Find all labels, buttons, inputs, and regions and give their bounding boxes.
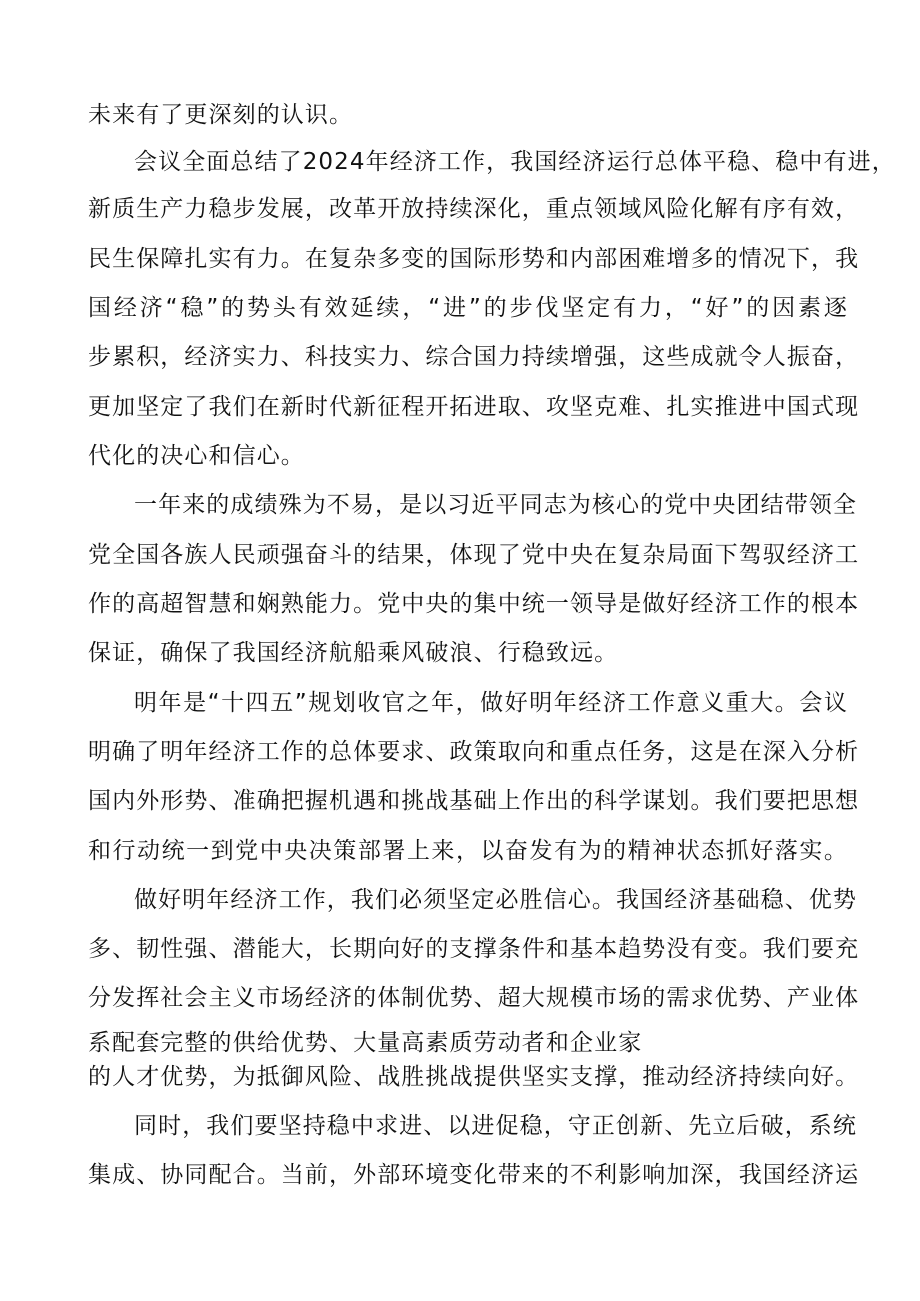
text-line: 集成、协同配合。当前，外部环境变化带来的不利影响加深，我国经济运 [88, 1162, 860, 1188]
text-line: 代化的决心和信心。 [88, 443, 305, 469]
text-line: 明年是“十四五”规划收官之年，做好明年经济工作意义重大。会议 [134, 690, 848, 716]
text-line: 作的高超智慧和娴熟能力。党中央的集中统一领导是做好经济工作的根本 [88, 591, 860, 617]
text-line: 国内外形势、准确把握机遇和挑战基础上作出的科学谋划。我们要把思想 [88, 788, 860, 814]
text-line: 新质生产力稳步发展，改革开放持续深化，重点领域风险化解有序有效， [88, 196, 860, 222]
text-line: 民生保障扎实有力。在复杂多变的国际形势和内部困难增多的情况下，我 [88, 246, 860, 272]
text-line: 更加坚定了我们在新时代新征程开拓进取、攻坚克难、扎实推进中国式现 [88, 394, 860, 420]
text-line: 会议全面总结了2024年经济工作，我国经济运行总体平稳、稳中有进， [134, 149, 896, 175]
text-line: 多、韧性强、潜能大，长期向好的支撑条件和基本趋势没有变。我们要充 [88, 936, 860, 962]
text-line: 一年来的成绩殊为不易，是以习近平同志为核心的党中央团结带领全 [134, 492, 857, 518]
text-line: 分发挥社会主义市场经济的体制优势、超大规模市场的需求优势、产业体 [88, 985, 860, 1011]
text-line: 明确了明年经济工作的总体要求、政策取向和重点任务，这是在深入分析 [88, 739, 860, 765]
text-line: 保证，确保了我国经济航船乘风破浪、行稳致远。 [88, 640, 619, 666]
text-line: 系配套完整的供给优势、大量高素质劳动者和企业家 [88, 1030, 643, 1056]
text-line: 国经济“稳”的势头有效延续，“进”的步伐坚定有力，“好”的因素逐 [88, 295, 848, 321]
text-line: 做好明年经济工作，我们必须坚定必胜信心。我国经济基础稳、优势 [134, 887, 857, 913]
text-line: 同时，我们要坚持稳中求进、以进促稳，守正创新、先立后破，系统 [134, 1113, 857, 1139]
text-line: 步累积，经济实力、科技实力、综合国力持续增强，这些成就令人振奋， [88, 344, 860, 370]
text-line: 党全国各族人民顽强奋斗的结果，体现了党中央在复杂局面下驾驭经济工 [88, 542, 860, 568]
text-line: 的人才优势，为抵御风险、战胜挑战提供坚实支撑，推动经济持续向好。 [88, 1064, 860, 1090]
text-line: 未来有了更深刻的认识。 [88, 102, 354, 128]
text-line: 和行动统一到党中央决策部署上来，以奋发有为的精神状态抓好落实。 [88, 838, 848, 864]
